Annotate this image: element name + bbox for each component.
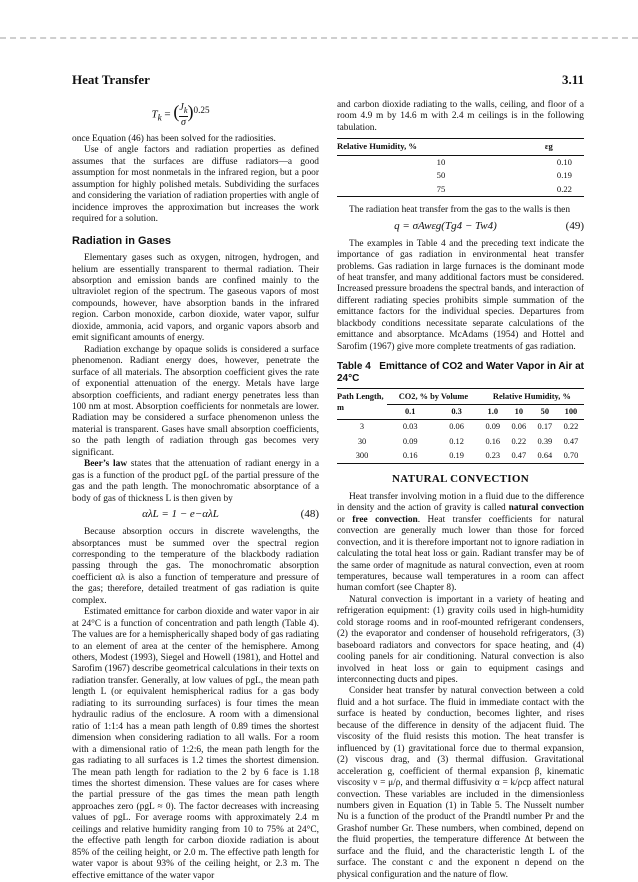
paragraph: Natural convection is important in a variety of heating and refrigeration equipment: (1) gravity coils used in high-humidity cold storage rooms and in roof-mounted refrigerant condensers, (2) the evaporator and condenser of household refrigerators, (3) baseboard radiators and convectors for space heating, and (4) cooling panels for air conditioning. Natural convection is also involved in heat loss or gain to equipment casings and interconnecting ducts and pipes. (337, 594, 584, 686)
table4-caption (337, 361, 584, 384)
eq-tk-num-sub: k (183, 106, 188, 115)
text-run: Heat transfer involving motion in a fluid due to the difference in density and the action of gravity is called (337, 491, 584, 514)
table-cell: 0.12 (449, 436, 464, 446)
table-cell: 75 (337, 183, 545, 197)
table-row (337, 419, 584, 434)
right-column (337, 100, 584, 881)
table-row (337, 155, 584, 169)
paragraph-natural-convection (337, 492, 584, 595)
table-cell: 0.16 (485, 436, 501, 446)
table-cell: 0.16 (387, 449, 433, 464)
table-header: 1.0 (480, 404, 506, 419)
table-header: 0.3 (433, 404, 479, 419)
table-cell: 10 (436, 156, 446, 167)
eq-tk-fraction (179, 102, 187, 128)
eq-tk-num: J (179, 102, 184, 113)
table-cell: 0.39 (537, 436, 553, 446)
paragraph: Because absorption occurs in discrete wavelengths, the absorptances must be summed over the spectral region corresponding to the temperature of the blackbody radiation passing through the gas. The monochromatic absorption coefficient αλ is also a function of temperature and pressure of the gas; therefore, detailed treatment of gas radiation is quite complex. (72, 527, 319, 606)
table-cell: 0.10 (556, 156, 572, 167)
top-dash-rule (0, 37, 638, 40)
paragraph: Radiation exchange by opaque solids is considered a surface phenomenon. Radiant energy does, however, penetrate the surface of all materials. The absorption coefficient gives the rate of exponential attenuation of the energy. Metals have large absorption coefficients, and radiant energy penetrates less than 100 nm at most. Absorption coefficients for nonmetals are lower. Radiation may be considered a surface phenomenon unless the material is transparent. Gases have small absorption coefficients, so the path length of radiation through gas becomes very significant. (72, 344, 319, 458)
table-header: 100 (558, 404, 584, 419)
term-natural-convection: natural convection (508, 503, 584, 514)
table-cell: 3 (359, 422, 365, 432)
eq-tk-den: σ (180, 117, 186, 128)
section-heading: NATURAL CONVECTION (392, 473, 529, 486)
section-heading: Radiation in Gases (72, 234, 172, 247)
table-row (337, 169, 584, 182)
table-cell: 50 (436, 170, 446, 181)
table-header: Path Length, m (337, 389, 387, 420)
table-cell: 0.22 (563, 422, 579, 432)
table4-label: Table 4 (337, 361, 371, 373)
table-header: Relative Humidity, % (480, 389, 584, 404)
table-header: 50 (532, 404, 558, 419)
table-cell: 300 (337, 449, 387, 464)
table-header: Relative Humidity, % (337, 139, 545, 155)
table-row (337, 434, 584, 448)
table-cell: 0.47 (563, 436, 579, 446)
beers-law-text: states that the attenuation of radiant energy in a gas is a function of the product pgL of the partial pressure of the gas and the path length. The monochromatic absorptance of a body of gas of thickness L is then given by (72, 459, 319, 504)
table-cell: 0.64 (532, 449, 558, 464)
text-run: . Heat transfer coefficients for natural convection are generally much lower than those for forced convection, and it is therefore important not to ignore radiation in calculating the total heat loss or gain. Radiant transfer may be of the same order of magnitude as natural convection, even at room temperatures, because wall temperatures in a room can affect human comfort (see Chapter 8). (337, 514, 584, 594)
humidity-emittance-table (337, 138, 584, 197)
paragraph: Elementary gases such as oxygen, nitrogen, hydrogen, and helium are essentially transparent to thermal radiation. Their absorption and emission bands are confined mainly to the ultraviolet region of the spectrum. The gaseous vapors of most compounds, however, have absorption bands in the infrared region. Carbon monoxide, carbon dioxide, water vapor, sulfur dioxide, ammonia, acid vapors, and organic vapors absorb and emit significant amounts of energy. (72, 253, 319, 344)
table-header: CO2, % by Volume (387, 389, 480, 404)
page-number: 3.11 (561, 72, 584, 87)
table-cell: 0.70 (558, 449, 584, 464)
paragraph: The radiation heat transfer from the gas to the walls is then (349, 205, 571, 216)
paragraph: Consider heat transfer by natural convection between a cold fluid and a hot surface. The fluid in immediate contact with the surface is heated by conduction, becomes lighter, and rises because of the difference in density of the adjacent fluid. The viscosity of the fluid resists this motion. The heat transfer is influenced by (1) gravitational force due to thermal expansion, (2) viscous drag, and (3) thermal diffusion. Gravitational acceleration g, coefficient of thermal expansion β, kinematic viscosity ν = μ/ρ, and thermal diffusivity α = k/ρcp affect natural convection. These variables are included in the dimensionless numbers given in Equation (1) in Table 5. The Nusselt number Nu is a function of the product of the Prandtl number Pr and the Grashof number Gr. These numbers, when combined, depend on the fluid properties, the temperature difference Δt between the surface and the fluid, and the characteristic length L of the surface. The constant c and the exponent n depend on the physical configuration and the nature of flow. (337, 686, 584, 880)
table-row (337, 183, 584, 197)
table-cell: 0.09 (402, 436, 418, 446)
eq49-number: (49) (565, 219, 584, 232)
paragraph: Estimated emittance for carbon dioxide and water vapor in air at 24°C is a function of concentration and path length (Table 4). The values are for a hemispherically shaped body of gas radiating to an element of area at the center of the hemisphere. Among others, Modest (1993), Siegel and Howell (1981), and Hottel and Sarofim (1967) describe geometrical calculations in their texts on radiation transfer. Generally, at low values of pgL, the mean path length L (or equivalent hemispherical radius for a gas body radiating to its surrounding surfaces) is four times the mean hydraulic radius of the enclosure. A room with a dimensional ratio of 1:1:4 has a mean path length of 0.89 times the shortest dimension when considering radiation to all walls. For a room with a dimensional ratio of 1:2:6, the mean path length for the gas radiating to all surfaces is 1.2 times the shortest dimension. The mean path length for radiation to the 2 by 6 face is 1.18 times the shortest dimension. These values are for cases where the partial pressure of the gas times the mean path length approaches zero (pgL ≈ 0). The factor decreases with increasing values of pgL. For average rooms with approximately 2.4 m ceilings and relative humidity ranging from 10 to 75% at 24°C, the effective path length for carbon dioxide radiation is about 85% of the ceiling height, or 2.0 m. The effective path length for water vapor is about 93% of the ceiling height, or 2.3 m. The effective emittance of the water vapor (72, 607, 319, 881)
table-cell: 30 (357, 436, 367, 446)
table-cell: 0.47 (506, 449, 532, 464)
paragraph: and carbon dioxide radiating to the walls, ceiling, and floor of a room 4.9 m by 14.6 m with 2.4 m ceilings is in the following tabulation. (337, 100, 584, 133)
paragraph: The examples in Table 4 and the preceding text indicate the importance of gas radiation in environmental heat transfer problems. Gas radiation in large furnaces is the dominant mode of heat transfer, and many additional factors must be considered. Increased pressure broadens the spectral bands, and interaction of different radiating species prohibits simple summation of the emittance factors for the individual species. Departures from blackbody conditions necessitate separate calculations of the emittance and absorptance. McAdams (1954) and Hottel and Sarofim (1967) give more complete treatments of gas radiation. (337, 238, 584, 352)
paragraph-beers-law (72, 459, 319, 505)
table-header: 10 (506, 404, 532, 419)
chapter-title: Heat Transfer (72, 72, 150, 87)
text-run: or (337, 514, 353, 525)
table-cell: 0.06 (511, 422, 527, 432)
table-header: 0.1 (387, 404, 433, 419)
table-cell: 0.17 (537, 422, 553, 432)
equation-49 (337, 217, 584, 239)
table4-title: Emittance of CO2 and Water Vapor in Air at 24°C (337, 361, 585, 384)
table-cell: 0.19 (556, 170, 572, 181)
eq48-body: αλL = 1 − e−αλL (142, 508, 219, 521)
table-cell: 0.03 (402, 422, 418, 432)
equation-48 (72, 505, 319, 527)
table-cell: 0.06 (449, 422, 464, 432)
eq48-number: (48) (300, 508, 319, 521)
eq49-body: q = σAwεg(Tg4 − Tw4) (394, 219, 497, 232)
beers-law-term: Beer’s law (84, 459, 128, 470)
table-row (337, 449, 584, 464)
page-header (72, 72, 584, 92)
paragraph: once Equation (46) has been solved for the radiosities. (72, 134, 276, 144)
table-cell: 0.22 (545, 183, 584, 197)
eq-tk-lhs-sub: k (157, 112, 162, 123)
table-cell: 0.22 (511, 436, 527, 446)
paragraph: Use of angle factors and radiation properties as defined assumes that the surfaces are diffuse radiators—a good assumption for most nonmetals in the infrared region, but a poor assumption for highly polished metals. Subdividing the surfaces and considering the variation of radiation properties with angle of incidence improves the approximation but increases the work required for a solution. (72, 145, 319, 225)
left-column (72, 100, 319, 882)
term-free-convection: free convection (352, 514, 418, 525)
equation-tk: $T_k$ = ( $\frac{J_k}{\sigma}$ )$^{0.25}$ (151, 101, 210, 128)
table-header: εg (545, 139, 584, 155)
eq-tk-lhs: T (151, 108, 158, 121)
table-cell: 0.19 (433, 449, 479, 464)
table-cell: 0.23 (480, 449, 506, 464)
table4 (337, 388, 584, 464)
eq-tk-exp: 0.25 (193, 104, 210, 115)
table-cell: 0.09 (485, 422, 501, 432)
